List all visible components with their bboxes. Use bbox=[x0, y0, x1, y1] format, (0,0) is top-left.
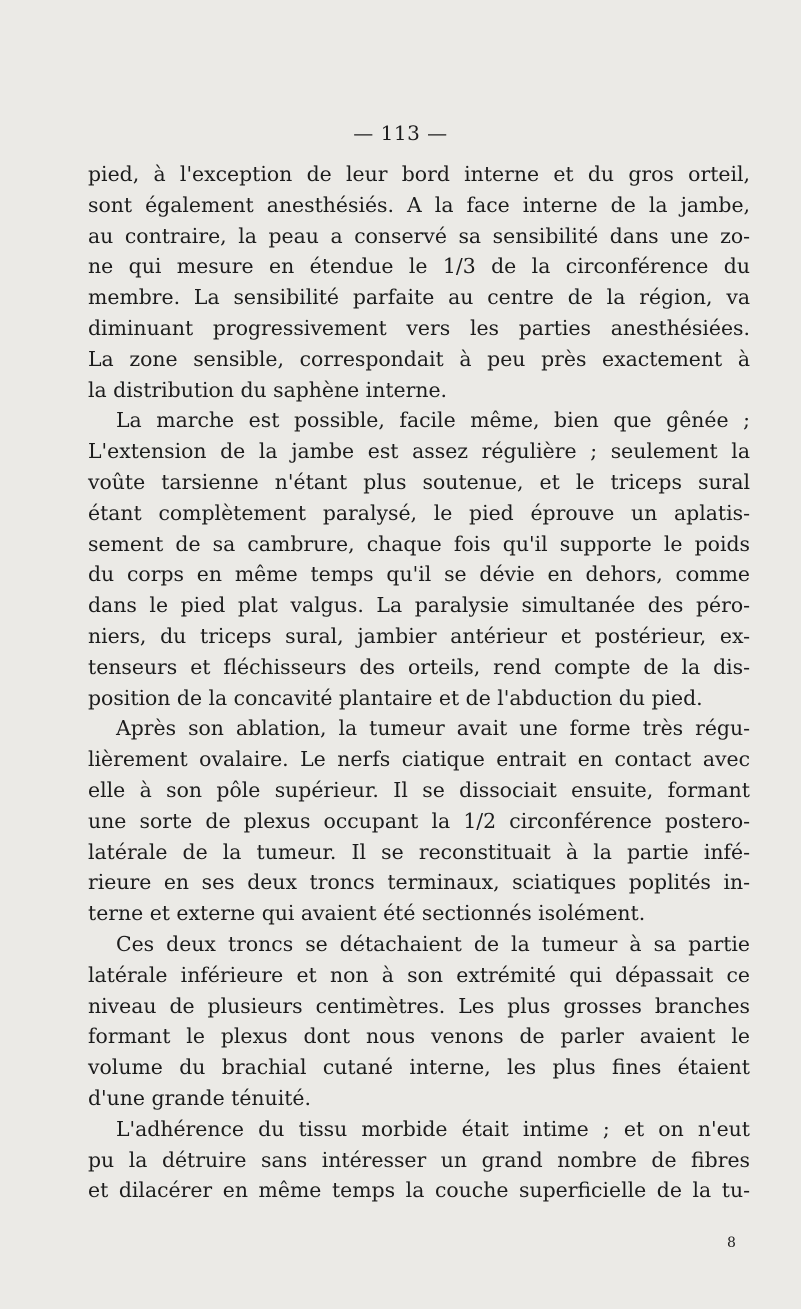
text-line: elle à son pôle supérieur. Il se dissociait ensuite, formant bbox=[88, 777, 750, 802]
text-line: formant le plexus dont nous venons de parler avaient le bbox=[88, 1024, 750, 1049]
text-line: d'une grande ténuité. bbox=[88, 1085, 311, 1110]
text-line: La marche est possible, facile même, bien que gênée ; bbox=[116, 408, 750, 433]
text-line: position de la concavité plantaire et de l'abduction du pied. bbox=[88, 685, 703, 710]
paragraph bbox=[88, 929, 750, 1114]
paragraph bbox=[88, 1114, 750, 1206]
text-line: et dilacérer en même temps la couche superficielle de la tu- bbox=[88, 1178, 750, 1203]
text-line: diminuant progressivement vers les parties anesthésiées. bbox=[88, 315, 750, 340]
text-line: dans le pied plat valgus. La paralysie simultanée des péro- bbox=[88, 593, 750, 618]
text-line: terne et externe qui avaient été sectionnés isolément. bbox=[88, 901, 646, 926]
text-line: tenseurs et fléchisseurs des orteils, rend compte de la dis- bbox=[88, 654, 750, 679]
text-line: la distribution du saphène interne. bbox=[88, 377, 448, 402]
text-line: membre. La sensibilité parfaite au centre de la région, va bbox=[88, 285, 750, 310]
text-line: niers, du triceps sural, jambier antérieur et postérieur, ex- bbox=[88, 623, 750, 648]
text-line: étant complètement paralysé, le pied éprouve un aplatis- bbox=[88, 500, 750, 525]
paragraph bbox=[88, 159, 750, 405]
text-line: volume du brachial cutané interne, les plus fines étaient bbox=[88, 1055, 750, 1080]
text-line: latérale inférieure et non à son extrémité qui dépassait ce bbox=[88, 962, 750, 987]
paragraph bbox=[88, 405, 750, 713]
text-line: ne qui mesure en étendue le 1/3 de la circonférence du bbox=[88, 254, 750, 279]
text-line: niveau de plusieurs centimètres. Les plus grosses branches bbox=[88, 993, 750, 1018]
text-line: pu la détruire sans intéresser un grand nombre de fibres bbox=[88, 1147, 750, 1172]
text-line: sont également anesthésiés. A la face interne de la jambe, bbox=[88, 192, 750, 217]
text-line: L'extension de la jambe est assez régulière ; seulement la bbox=[88, 439, 750, 464]
text-line: au contraire, la peau a conservé sa sensibilité dans une zo- bbox=[88, 223, 750, 248]
text-line: L'adhérence du tissu morbide était intime ; et on n'eut bbox=[116, 1116, 750, 1141]
text-line: rieure en ses deux troncs terminaux, sciatiques poplités in- bbox=[88, 870, 750, 895]
text-line: une sorte de plexus occupant la 1/2 circonférence postero- bbox=[88, 808, 750, 833]
text-line: sement de sa cambrure, chaque fois qu'il supporte le poids bbox=[88, 531, 750, 556]
text-line: du corps en même temps qu'il se dévie en dehors, comme bbox=[88, 562, 750, 587]
text-line: pied, à l'exception de leur bord interne et du gros orteil, bbox=[88, 162, 750, 186]
signature-mark: 8 bbox=[727, 1235, 736, 1251]
paragraph bbox=[88, 713, 750, 929]
body-text bbox=[88, 159, 750, 1206]
page-number: — 113 — bbox=[353, 121, 448, 145]
text-line: Ces deux troncs se détachaient de la tumeur à sa partie bbox=[116, 931, 750, 956]
text-line: La zone sensible, correspondait à peu près exactement à bbox=[88, 346, 750, 371]
text-line: voûte tarsienne n'étant plus soutenue, et le triceps sural bbox=[88, 469, 750, 494]
text-line: Après son ablation, la tumeur avait une forme très régu- bbox=[116, 716, 750, 741]
text-line: lièrement ovalaire. Le nerfs ciatique entrait en contact avec bbox=[88, 747, 750, 772]
text-line: latérale de la tumeur. Il se reconstituait à la partie infé- bbox=[88, 839, 750, 864]
